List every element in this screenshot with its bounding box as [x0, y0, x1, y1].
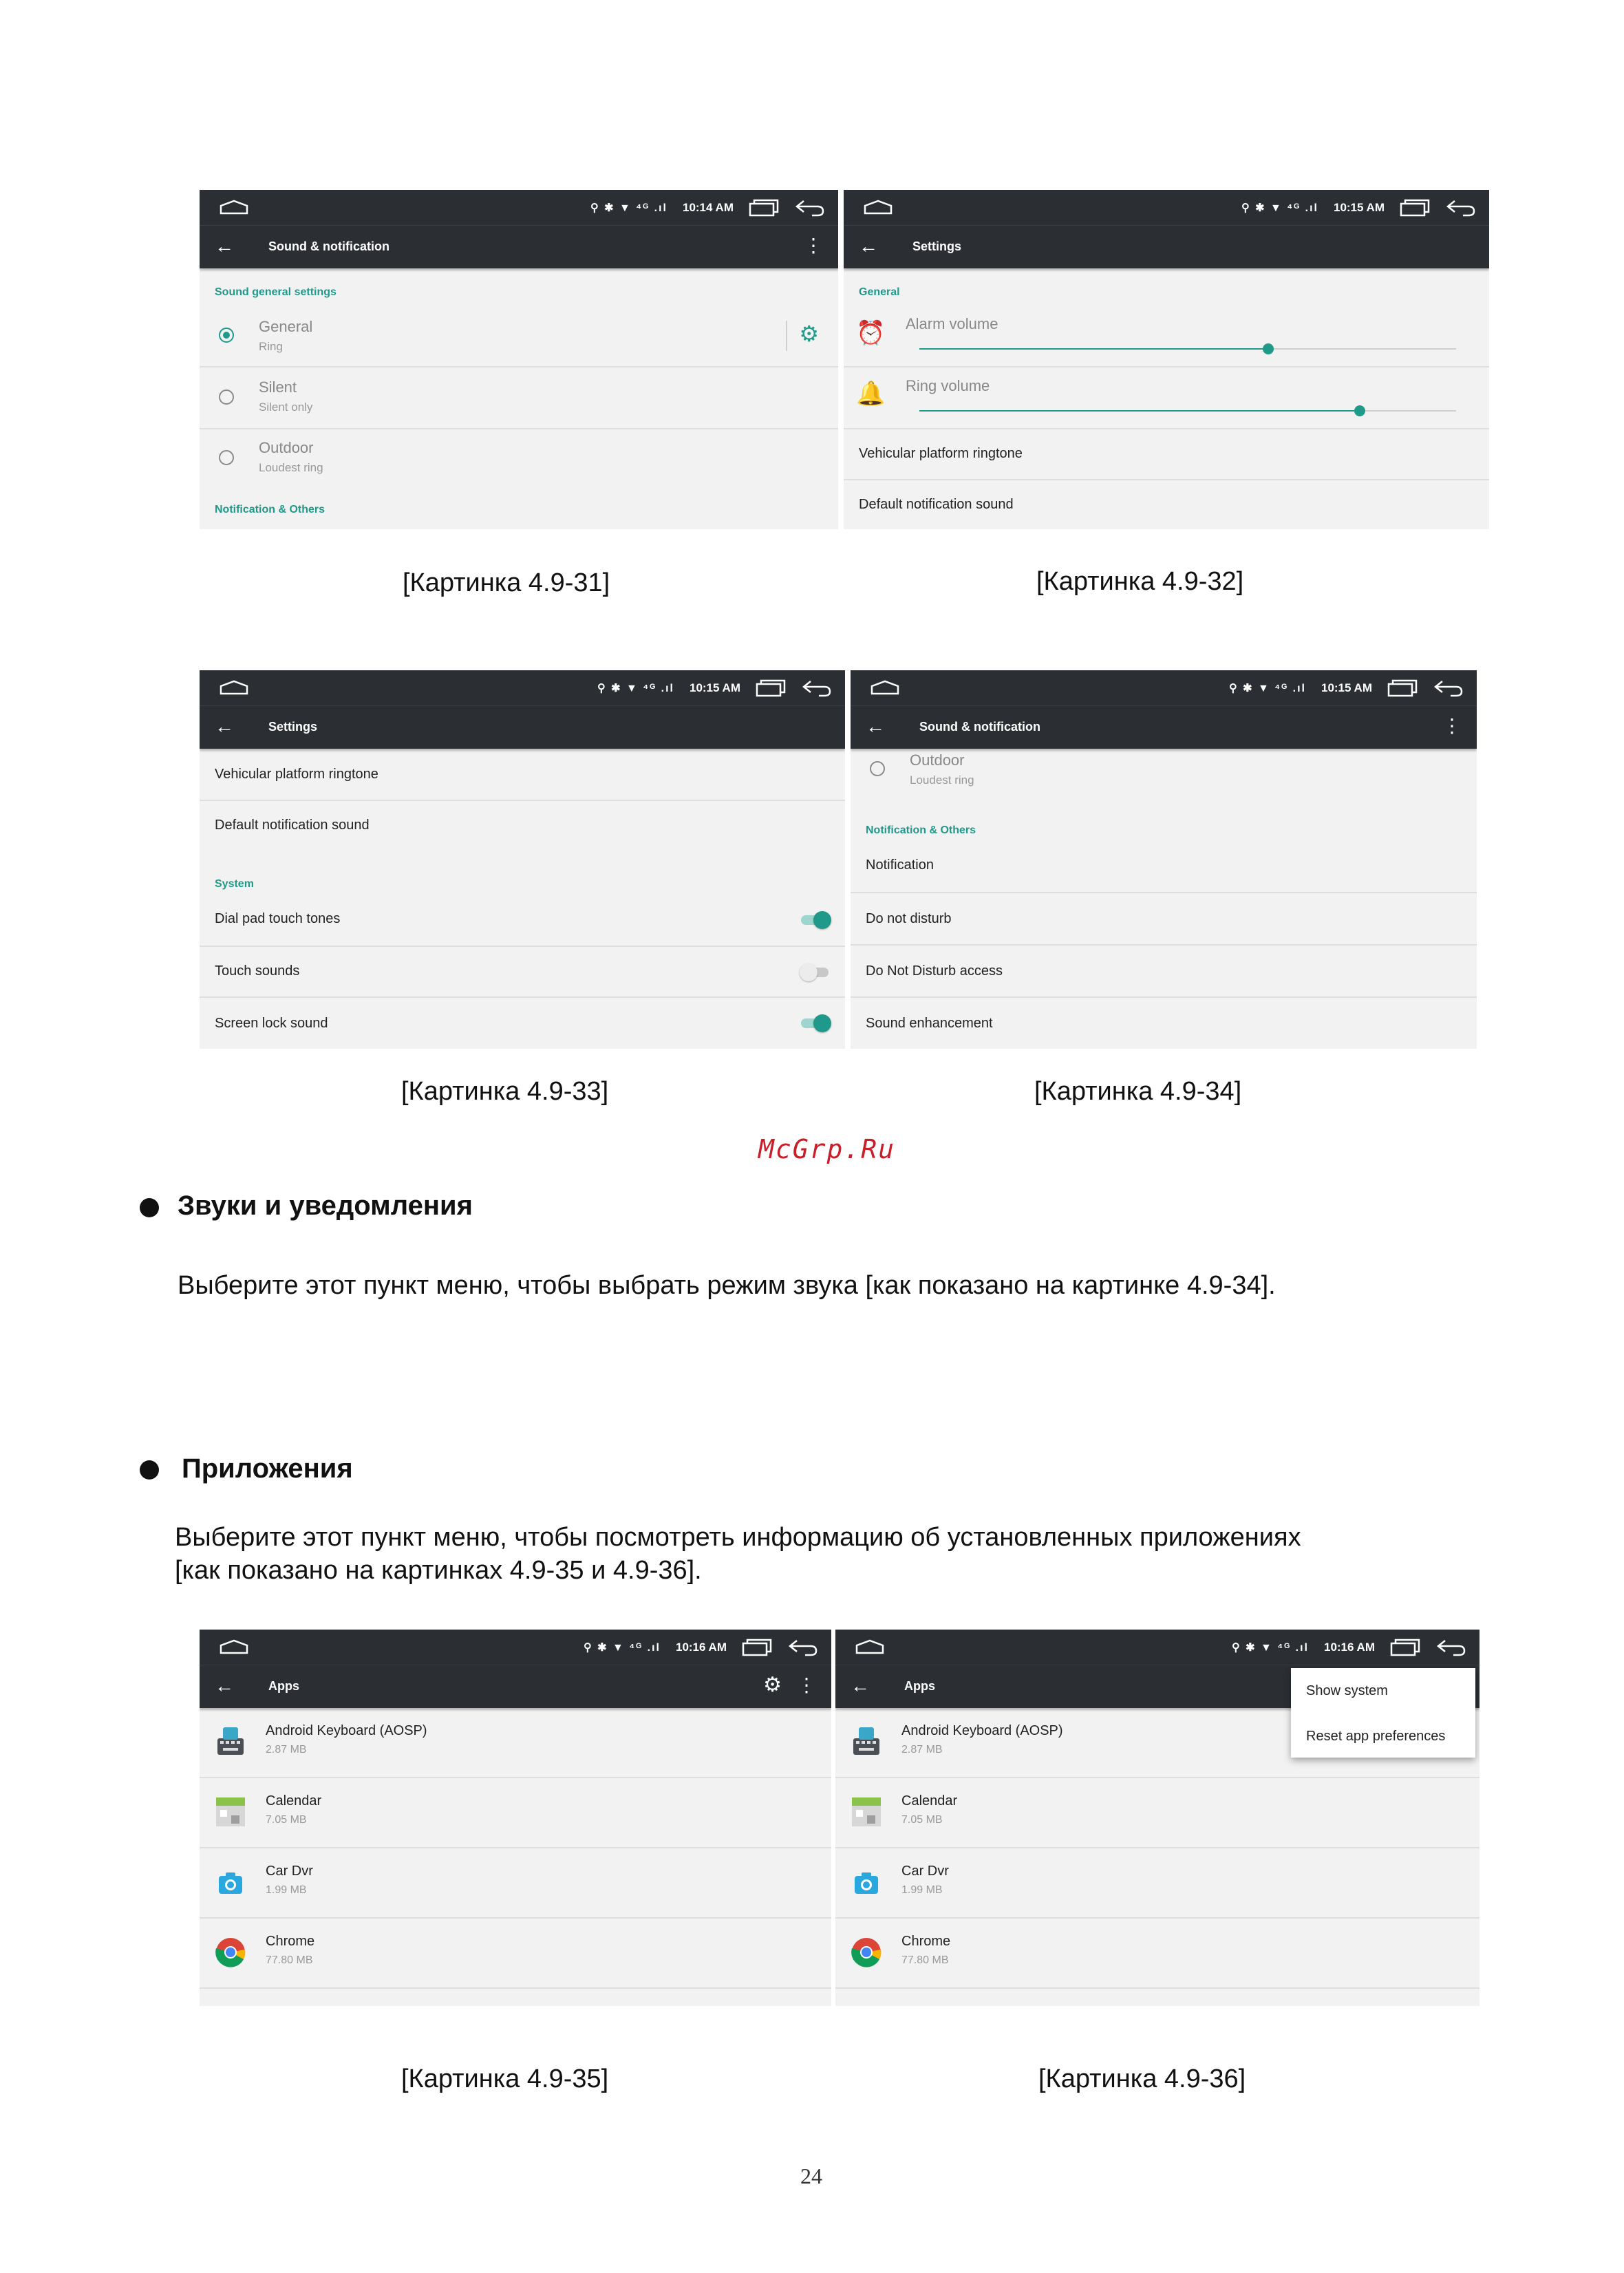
caption-4-9-34: [Картинка 4.9-34]	[1034, 1077, 1242, 1106]
alarm-clock-icon: ⏰	[856, 320, 886, 346]
app-size: 7.05 MB	[901, 1814, 943, 1826]
touch-sounds-row[interactable]	[200, 947, 845, 998]
status-icons: ⚲ ✱ ▼ ⁴ᴳ .ıl	[1231, 1641, 1309, 1654]
chrome-app-icon	[851, 1936, 882, 1968]
home-icon[interactable]	[863, 200, 893, 215]
clock: 10:16 AM	[1323, 1640, 1375, 1654]
slider-fill	[919, 410, 1360, 412]
screenshot-apps-menu	[835, 1630, 1479, 2006]
status-bar	[851, 670, 1477, 705]
toggle-switch[interactable]	[800, 910, 831, 930]
ring-volume-label: Ring volume	[906, 377, 990, 394]
home-icon[interactable]	[219, 200, 249, 215]
paragraph-sound: Выберите этот пункт меню, чтобы выбрать режим звука [как показано на картинке 4.9-34].	[178, 1271, 1276, 1300]
row-label: Screen lock sound	[215, 1016, 328, 1031]
option-silent[interactable]	[200, 367, 838, 429]
row-label: Do Not Disturb access	[866, 963, 1003, 979]
row-label: Do not disturb	[866, 911, 952, 926]
app-name: Car Dvr	[901, 1864, 949, 1879]
toolbar-title: Apps	[268, 1679, 299, 1693]
screenshot-settings-volume	[844, 190, 1489, 529]
watermark: McGrp.Ru	[758, 1134, 896, 1164]
back-nav-icon[interactable]	[1435, 1639, 1466, 1656]
section-header: Notification & Others	[215, 504, 325, 515]
slider-thumb[interactable]	[1263, 343, 1274, 354]
row-label: Notification	[866, 857, 934, 873]
slider-thumb[interactable]	[1354, 405, 1365, 416]
option-sub: Loudest ring	[910, 773, 974, 787]
screen-lock-sound-row[interactable]	[200, 998, 845, 1049]
recents-icon[interactable]	[756, 679, 786, 697]
status-bar	[200, 1630, 831, 1665]
section-header: System	[215, 878, 254, 890]
toggle-switch[interactable]	[800, 962, 831, 983]
camera-app-icon	[215, 1868, 246, 1899]
toolbar-title: Apps	[904, 1679, 935, 1693]
option-sub: Silent only	[259, 401, 313, 414]
row-label: Touch sounds	[215, 963, 300, 979]
bell-icon: 🔔	[856, 381, 886, 407]
app-size: 2.87 MB	[901, 1744, 943, 1756]
section-header: Sound general settings	[215, 286, 336, 298]
app-name: Car Dvr	[266, 1864, 313, 1879]
alarm-volume-slider[interactable]	[919, 348, 1456, 350]
option-label: Silent	[259, 378, 297, 396]
back-nav-icon[interactable]	[1433, 679, 1463, 697]
status-icons: ⚲ ✱ ▼ ⁴ᴳ .ıl	[1241, 202, 1318, 214]
back-nav-icon[interactable]	[787, 1639, 818, 1656]
caption-4-9-35: [Картинка 4.9-35]	[401, 2064, 609, 2093]
menu-item-show-system[interactable]: Show system	[1306, 1683, 1388, 1698]
option-outdoor[interactable]	[851, 749, 1477, 804]
section-header: Notification & Others	[866, 824, 976, 836]
app-row[interactable]	[835, 1848, 1479, 1919]
alarm-volume-label: Alarm volume	[906, 315, 998, 332]
option-label: Outdoor	[910, 751, 965, 769]
home-icon[interactable]	[219, 1639, 249, 1654]
home-icon[interactable]	[219, 680, 249, 695]
app-name: Chrome	[266, 1934, 315, 1949]
clock: 10:15 AM	[1333, 200, 1385, 214]
row-label: Vehicular platform ringtone	[215, 767, 378, 782]
option-label: Outdoor	[259, 439, 314, 456]
row-label: Dial pad touch tones	[215, 911, 341, 926]
do-not-disturb-row[interactable]	[851, 893, 1477, 946]
caption-4-9-33: [Картинка 4.9-33]	[401, 1077, 609, 1106]
dial-pad-tones-row[interactable]	[200, 896, 845, 947]
status-bar	[835, 1630, 1479, 1665]
status-bar	[844, 190, 1489, 225]
back-arrow-icon[interactable]: ←	[859, 235, 878, 257]
ring-volume-row	[844, 367, 1489, 429]
status-icons: ⚲ ✱ ▼ ⁴ᴳ .ıl	[1228, 682, 1306, 694]
recents-icon[interactable]	[1387, 679, 1418, 697]
section-header: General	[859, 286, 900, 298]
back-nav-icon[interactable]	[801, 679, 831, 697]
back-arrow-icon[interactable]: ←	[215, 235, 234, 257]
status-right	[584, 1630, 818, 1665]
caption-4-9-32: [Картинка 4.9-32]	[1036, 567, 1244, 596]
gear-icon[interactable]: ⚙	[763, 1674, 782, 1696]
clock: 10:15 AM	[689, 681, 740, 694]
menu-item-reset-preferences[interactable]: Reset app preferences	[1306, 1729, 1446, 1744]
status-bar	[200, 190, 838, 225]
app-row[interactable]	[835, 1919, 1479, 1989]
overflow-menu-icon[interactable]: ⋮	[1442, 715, 1462, 736]
row-label: Vehicular platform ringtone	[859, 446, 1023, 461]
back-nav-icon[interactable]	[1445, 199, 1475, 217]
status-right	[1229, 670, 1463, 705]
option-label: General	[259, 318, 313, 335]
caption-4-9-36: [Картинка 4.9-36]	[1038, 2064, 1246, 2093]
app-row[interactable]	[835, 1778, 1479, 1848]
back-nav-icon[interactable]	[794, 199, 824, 217]
screenshot-sound-notification-1	[200, 190, 838, 529]
toolbar	[200, 225, 838, 268]
sound-enhancement-row[interactable]	[851, 998, 1477, 1049]
heading-sound: Звуки и уведомления	[178, 1191, 473, 1221]
gear-icon[interactable]: ⚙	[799, 321, 819, 346]
app-size: 1.99 MB	[901, 1884, 943, 1896]
radio[interactable]	[870, 761, 885, 776]
toolbar-title: Sound & notification	[268, 239, 389, 253]
radio[interactable]	[219, 389, 234, 405]
radio[interactable]	[219, 450, 234, 465]
status-icons: ⚲ ✱ ▼ ⁴ᴳ .ıl	[590, 202, 667, 214]
option-sub: Loudest ring	[259, 461, 323, 474]
recents-icon[interactable]	[749, 199, 779, 217]
app-size: 2.87 MB	[266, 1744, 307, 1756]
status-right	[597, 670, 831, 705]
status-icons: ⚲ ✱ ▼ ⁴ᴳ .ıl	[597, 682, 674, 694]
status-right	[590, 190, 824, 225]
home-icon[interactable]	[855, 1639, 885, 1654]
dnd-access-row[interactable]	[851, 946, 1477, 998]
status-icons: ⚲ ✱ ▼ ⁴ᴳ .ıl	[583, 1641, 661, 1654]
overflow-menu-icon[interactable]: ⋮	[804, 235, 823, 256]
row-label: Default notification sound	[215, 818, 370, 833]
recents-icon[interactable]	[1390, 1639, 1420, 1656]
app-row[interactable]	[200, 1848, 831, 1919]
screenshot-apps	[200, 1630, 831, 2006]
recents-icon[interactable]	[742, 1639, 772, 1656]
app-name: Calendar	[901, 1793, 958, 1808]
app-name: Chrome	[901, 1934, 951, 1949]
toolbar	[200, 1665, 831, 1708]
app-row[interactable]	[200, 1708, 831, 1778]
slider-fill	[919, 348, 1268, 350]
paragraph-apps-line2: [как показано на картинках 4.9-35 и 4.9-36].	[175, 1556, 702, 1585]
vehicular-ringtone-row[interactable]	[844, 429, 1489, 480]
divider	[786, 321, 787, 351]
heading-apps: Приложения	[182, 1453, 353, 1484]
app-name: Calendar	[266, 1793, 322, 1808]
camera-app-icon	[851, 1868, 882, 1899]
clock: 10:16 AM	[675, 1640, 727, 1654]
keyboard-app-icon	[215, 1726, 246, 1758]
toolbar	[200, 705, 845, 749]
status-bar	[200, 670, 845, 705]
back-arrow-icon[interactable]: ←	[215, 716, 234, 737]
clock: 10:15 AM	[1321, 681, 1372, 694]
default-notification-row[interactable]	[200, 801, 845, 851]
ring-volume-slider[interactable]	[919, 410, 1456, 412]
app-size: 77.80 MB	[901, 1954, 949, 1966]
alarm-volume-row	[844, 306, 1489, 367]
toolbar-title: Settings	[268, 720, 318, 734]
caption-4-9-31: [Картинка 4.9-31]	[403, 568, 610, 597]
radio-selected[interactable]	[219, 328, 234, 343]
home-icon[interactable]	[870, 680, 900, 695]
default-notification-row[interactable]	[844, 480, 1489, 529]
back-arrow-icon[interactable]: ←	[851, 1675, 870, 1696]
paragraph-apps-line1: Выберите этот пункт меню, чтобы посмотреть информацию об установленных приложениях	[175, 1523, 1301, 1552]
app-row[interactable]	[200, 1919, 831, 1989]
toolbar-title: Settings	[912, 239, 962, 253]
keyboard-app-icon	[851, 1726, 882, 1758]
option-general[interactable]	[200, 306, 838, 367]
toggle-switch[interactable]	[800, 1013, 831, 1034]
calendar-app-icon	[215, 1796, 246, 1828]
status-right	[1232, 1630, 1466, 1665]
bullet	[140, 1460, 159, 1480]
overflow-menu-icon[interactable]: ⋮	[797, 1674, 816, 1696]
clock: 10:14 AM	[682, 200, 734, 214]
notification-row[interactable]	[851, 842, 1477, 893]
row-label: Sound enhancement	[866, 1016, 993, 1031]
back-arrow-icon[interactable]: ←	[215, 1675, 234, 1696]
vehicular-ringtone-row[interactable]	[200, 750, 845, 801]
screenshot-settings-system	[200, 670, 845, 1049]
toolbar-title: Sound & notification	[919, 720, 1040, 734]
option-sub: Ring	[259, 340, 283, 353]
calendar-app-icon	[851, 1796, 882, 1828]
app-size: 77.80 MB	[266, 1954, 313, 1966]
screenshot-sound-notification-2	[851, 670, 1477, 1049]
option-outdoor[interactable]	[200, 429, 838, 490]
overflow-popup-menu	[1291, 1668, 1475, 1758]
row-label: Default notification sound	[859, 497, 1014, 512]
page-number: 24	[800, 2164, 822, 2188]
chrome-app-icon	[215, 1936, 246, 1968]
status-right	[1241, 190, 1475, 225]
app-row[interactable]	[200, 1778, 831, 1848]
app-size: 7.05 MB	[266, 1814, 307, 1826]
app-size: 1.99 MB	[266, 1884, 307, 1896]
bullet	[140, 1198, 159, 1217]
back-arrow-icon[interactable]: ←	[866, 716, 885, 737]
toolbar	[851, 705, 1477, 749]
app-name: Android Keyboard (AOSP)	[901, 1723, 1063, 1738]
recents-icon[interactable]	[1400, 199, 1430, 217]
app-name: Android Keyboard (AOSP)	[266, 1723, 427, 1738]
toolbar	[844, 225, 1489, 268]
